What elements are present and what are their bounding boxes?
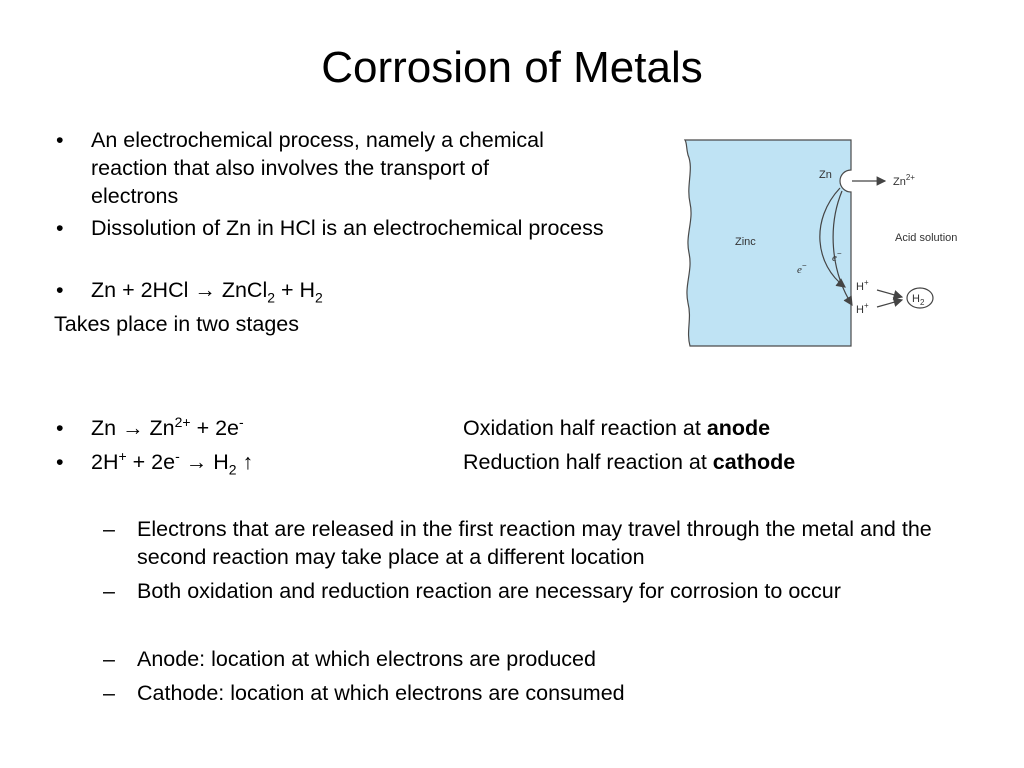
zn-atom-label: Zn (819, 169, 832, 181)
h-ion-arrow-2 (877, 300, 902, 307)
oxidation-description: Oxidation half reaction at anode (463, 416, 771, 440)
up-arrow-icon: ↑ (236, 450, 254, 474)
note-text: Anode: location at which electrons are produced (137, 647, 596, 671)
h-ion-label-2: H+ (856, 301, 869, 316)
acid-solution-label: Acid solution (895, 232, 958, 244)
note-cathode-definition (103, 679, 953, 707)
note-text: Both oxidation and reduction reaction are necessary for corrosion to occur (137, 579, 841, 603)
bullet-text: An electrochemical process, namely a chemical reaction that also involves the transport of electrons (91, 128, 544, 208)
oxidation-equation-bullet (56, 414, 244, 442)
electron-label-right: e− (832, 249, 842, 264)
arrow-icon: → (122, 416, 144, 440)
reduction-description: Reduction half reaction at cathode (463, 450, 796, 474)
bullet-text: Dissolution of Zn in HCl is an electrochemical process (91, 216, 604, 240)
two-stages-text: Takes place in two stages (54, 312, 299, 336)
bullet-marker: • (56, 128, 64, 152)
reduction-equation: $2H^+ + 2e^- \to H_2$ ↑ (91, 447, 254, 478)
note-electron-travel (103, 515, 953, 571)
oxidation-equation: $Zn \to Zn^{2+} + 2e^-$ (91, 413, 244, 440)
note-text: Cathode: location at which electrons are consumed (137, 681, 625, 705)
note-anode-definition (103, 645, 953, 673)
bullet-overall-equation (56, 276, 616, 304)
dash-marker: – (103, 517, 115, 541)
bullet-marker: • (56, 416, 64, 440)
slide-title: Corrosion of Metals (321, 43, 703, 92)
arrow-icon: → (194, 278, 216, 302)
h2-label: $H_2$ (912, 293, 925, 307)
bullet-electrochemical-process (56, 126, 576, 210)
bullet-marker: • (56, 216, 64, 240)
note-text: Electrons that are released in the first reaction may travel through the metal and the second reaction may take place at a different location (137, 517, 932, 569)
h-ion-arrow-1 (877, 290, 902, 297)
arrow-icon: → (185, 450, 208, 474)
bullet-marker: • (56, 278, 64, 302)
reduction-equation-bullet (56, 448, 253, 476)
overall-equation: Zn + 2HCl → ZnCl$_2$ + $H_2$ (91, 278, 323, 306)
zinc-label: Zinc (735, 236, 756, 248)
diagram-svg (680, 135, 980, 350)
dash-marker: – (103, 681, 115, 705)
h-ion-label-1: H+ (856, 278, 869, 293)
anode-term: anode (706, 416, 771, 440)
dash-marker: – (103, 647, 115, 671)
note-both-reactions (103, 577, 1003, 605)
zinc-dissolution-diagram (680, 135, 980, 350)
electron-label-left: e− (797, 261, 807, 276)
bullet-marker: • (56, 450, 64, 474)
zn-ion-label: $Zn^{2+}$ (893, 173, 915, 188)
dash-marker: – (103, 579, 115, 603)
cathode-term: cathode (712, 450, 796, 474)
bullet-dissolution (56, 214, 616, 242)
